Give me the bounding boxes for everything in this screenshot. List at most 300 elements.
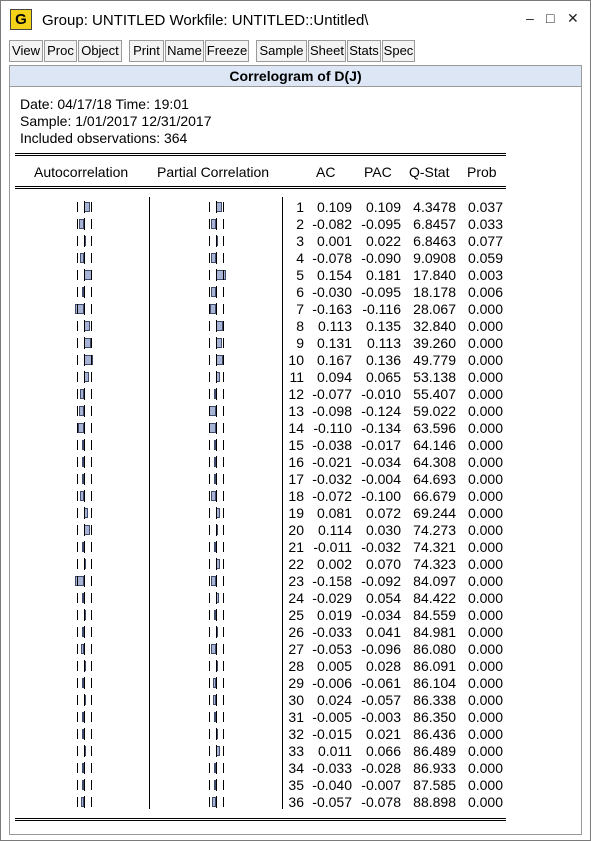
- lag-cell: 24: [288, 590, 304, 606]
- pac-band-left: [209, 253, 210, 263]
- prob-cell: 0.000: [467, 471, 503, 487]
- ac-axis: [84, 575, 85, 587]
- pac-band-right: [223, 440, 224, 450]
- pac-band-left: [209, 695, 210, 705]
- qstat-cell: 84.097: [413, 573, 456, 589]
- ac-band-left: [77, 763, 78, 773]
- prob-cell: 0.000: [467, 624, 503, 640]
- ac-band-right: [91, 219, 92, 229]
- ac-cell: -0.038: [312, 437, 352, 453]
- ac-cell: -0.032: [312, 471, 352, 487]
- pac-axis: [216, 218, 217, 230]
- ac-band-right: [91, 287, 92, 297]
- pac-cell: 0.072: [365, 505, 401, 521]
- pac-cell: 0.066: [365, 743, 401, 759]
- qstat-cell: 64.308: [413, 454, 456, 470]
- pac-band-right: [223, 338, 224, 348]
- pac-cell: 0.041: [365, 624, 401, 640]
- ac-band-right: [91, 389, 92, 399]
- qstat-cell: 69.244: [413, 505, 456, 521]
- qstat-cell: 84.422: [413, 590, 456, 606]
- qstat-header: Q-Stat: [409, 164, 450, 180]
- pac-cell: 0.021: [365, 726, 401, 742]
- pac-band-left: [209, 406, 210, 416]
- pac-band-left: [209, 627, 210, 637]
- prob-cell: 0.000: [467, 488, 503, 504]
- ac-band-left: [77, 474, 78, 484]
- pac-band-right: [223, 729, 224, 739]
- pac-axis: [216, 796, 217, 808]
- prob-cell: 0.000: [467, 573, 503, 589]
- ac-band-left: [77, 236, 78, 246]
- pac-band-left: [209, 661, 210, 671]
- pac-band-left: [209, 287, 210, 297]
- prob-cell: 0.000: [467, 369, 503, 385]
- pac-cell: 0.136: [365, 352, 401, 368]
- ac-band-right: [91, 780, 92, 790]
- ac-cell: -0.082: [312, 216, 352, 232]
- pac-cell: -0.057: [361, 692, 401, 708]
- pac-band-right: [223, 695, 224, 705]
- lag-cell: 34: [288, 760, 304, 776]
- ac-axis: [84, 779, 85, 791]
- ac-axis: [84, 626, 85, 638]
- lag-cell: 11: [289, 369, 304, 385]
- prob-cell: 0.000: [467, 539, 503, 555]
- lag-cell: 3: [296, 233, 304, 249]
- ac-axis: [84, 286, 85, 298]
- pac-band-left: [209, 202, 210, 212]
- pac-axis: [216, 388, 217, 400]
- ac-band-left: [77, 219, 78, 229]
- pac-axis: [216, 592, 217, 604]
- pac-cell: -0.092: [361, 573, 401, 589]
- ac-axis: [84, 439, 85, 451]
- pac-band-left: [209, 372, 210, 382]
- prob-cell: 0.077: [467, 233, 503, 249]
- pac-band-right: [223, 780, 224, 790]
- pac-band-right: [223, 406, 224, 416]
- lag-cell: 16: [288, 454, 304, 470]
- pac-band-right: [223, 797, 224, 807]
- qstat-cell: 86.933: [413, 760, 456, 776]
- ac-band-left: [77, 321, 78, 331]
- ac-band-right: [91, 593, 92, 603]
- pac-band-right: [223, 525, 224, 535]
- pac-band-right: [223, 202, 224, 212]
- prob-cell: 0.000: [467, 641, 503, 657]
- ac-cell: -0.006: [312, 675, 352, 691]
- pac-axis: [216, 575, 217, 587]
- column-divider-2: [282, 197, 283, 809]
- title-bar[interactable]: [1, 1, 590, 39]
- ac-cell: -0.053: [312, 641, 352, 657]
- ac-cell: -0.011: [313, 539, 352, 555]
- ac-band-left: [77, 491, 78, 501]
- pac-band-right: [223, 253, 224, 263]
- pac-band-right: [223, 678, 224, 688]
- prob-cell: 0.000: [467, 692, 503, 708]
- header-rule-bottom-2: [15, 188, 506, 189]
- lag-cell: 5: [296, 267, 304, 283]
- qstat-cell: 18.178: [413, 284, 456, 300]
- pac-cell: -0.034: [361, 454, 401, 470]
- qstat-cell: 66.679: [413, 488, 456, 504]
- pac-axis: [216, 286, 217, 298]
- pac-cell: 0.135: [365, 318, 401, 334]
- ac-axis: [84, 677, 85, 689]
- correlogram-view[interactable]: [9, 65, 582, 835]
- ac-cell: 0.109: [316, 199, 352, 215]
- ac-axis: [84, 745, 85, 757]
- pac-cell: -0.100: [361, 488, 401, 504]
- ac-band-right: [91, 712, 92, 722]
- ac-band-left: [77, 780, 78, 790]
- ac-band-left: [77, 797, 78, 807]
- ac-band-right: [91, 355, 92, 365]
- ac-axis: [84, 592, 85, 604]
- ac-band-left: [77, 508, 78, 518]
- pac-axis: [216, 405, 217, 417]
- pac-cell: -0.090: [361, 250, 401, 266]
- name-button[interactable]: Name: [165, 40, 204, 62]
- ac-band-left: [77, 661, 78, 671]
- minimize-button[interactable]: –: [526, 10, 534, 26]
- footer-rule-2: [15, 820, 506, 821]
- autocorrelation-header: Autocorrelation: [34, 164, 129, 180]
- pac-cell: 0.028: [365, 658, 401, 674]
- ac-cell: -0.077: [312, 386, 352, 402]
- ac-axis: [84, 762, 85, 774]
- lag-cell: 15: [288, 437, 304, 453]
- ac-band-left: [77, 729, 78, 739]
- pac-cell: -0.116: [362, 301, 401, 317]
- pac-axis: [216, 694, 217, 706]
- stats-button[interactable]: Stats: [347, 40, 381, 62]
- lag-cell: 26: [288, 624, 304, 640]
- lag-cell: 17: [288, 471, 304, 487]
- close-button[interactable]: ✕: [567, 10, 579, 26]
- ac-band-right: [91, 457, 92, 467]
- qstat-cell: 86.350: [413, 709, 456, 725]
- ac-axis: [84, 405, 85, 417]
- ac-band-right: [91, 474, 92, 484]
- ac-band-right: [91, 236, 92, 246]
- pac-band-left: [209, 321, 210, 331]
- ac-band-right: [91, 372, 92, 382]
- pac-axis: [216, 541, 217, 553]
- prob-cell: 0.000: [467, 556, 503, 572]
- pac-bar: [209, 406, 216, 416]
- ac-cell: 0.081: [316, 505, 352, 521]
- view-button[interactable]: View: [9, 40, 43, 62]
- prob-cell: 0.037: [467, 199, 503, 215]
- ac-cell: -0.033: [312, 760, 352, 776]
- pac-band-right: [223, 321, 224, 331]
- ac-band-right: [91, 678, 92, 688]
- freeze-button[interactable]: Freeze: [205, 40, 249, 62]
- pac-axis: [216, 439, 217, 451]
- pac-band-left: [209, 423, 210, 433]
- prob-cell: 0.006: [467, 284, 503, 300]
- qstat-cell: 55.407: [413, 386, 456, 402]
- qstat-cell: 64.693: [413, 471, 456, 487]
- pac-cell: -0.007: [361, 777, 401, 793]
- pac-axis: [216, 337, 217, 349]
- pac-cell: 0.109: [365, 199, 401, 215]
- ac-axis: [84, 643, 85, 655]
- pac-cell: -0.134: [361, 420, 401, 436]
- ac-band-left: [77, 372, 78, 382]
- pac-band-left: [209, 304, 210, 314]
- prob-cell: 0.003: [467, 267, 503, 283]
- ac-cell: -0.078: [312, 250, 352, 266]
- pac-band-right: [223, 219, 224, 229]
- ac-band-right: [91, 627, 92, 637]
- pac-band-left: [209, 746, 210, 756]
- ac-cell: -0.098: [312, 403, 352, 419]
- pac-band-right: [223, 423, 224, 433]
- pac-band-right: [223, 372, 224, 382]
- sample-button[interactable]: Sample: [256, 40, 307, 62]
- pac-axis: [216, 660, 217, 672]
- ac-band-right: [91, 695, 92, 705]
- ac-cell: -0.030: [312, 284, 352, 300]
- print-button[interactable]: Print: [129, 40, 164, 62]
- ac-band-left: [77, 746, 78, 756]
- lag-cell: 33: [288, 743, 304, 759]
- pac-band-left: [209, 389, 210, 399]
- ac-cell: -0.033: [312, 624, 352, 640]
- lag-cell: 23: [288, 573, 304, 589]
- ac-band-right: [91, 423, 92, 433]
- pac-cell: -0.078: [361, 794, 401, 810]
- qstat-cell: 6.8457: [413, 216, 456, 232]
- lag-cell: 18: [288, 488, 304, 504]
- pac-axis: [216, 269, 217, 281]
- pac-band-left: [209, 508, 210, 518]
- prob-cell: 0.000: [467, 420, 503, 436]
- lag-cell: 31: [288, 709, 304, 725]
- qstat-cell: 63.596: [413, 420, 456, 436]
- ac-band-left: [77, 355, 78, 365]
- pac-band-right: [223, 746, 224, 756]
- ac-band-left: [77, 202, 78, 212]
- ac-axis: [84, 507, 85, 519]
- ac-axis: [84, 660, 85, 672]
- pac-band-left: [209, 763, 210, 773]
- prob-cell: 0.000: [467, 777, 503, 793]
- ac-axis: [84, 541, 85, 553]
- ac-band-left: [77, 627, 78, 637]
- ac-cell: 0.019: [316, 607, 352, 623]
- ac-cell: -0.057: [312, 794, 352, 810]
- pac-axis: [216, 354, 217, 366]
- pac-band-left: [209, 729, 210, 739]
- ac-cell: 0.002: [316, 556, 352, 572]
- ac-axis: [84, 711, 85, 723]
- pac-band-right: [223, 610, 224, 620]
- pac-cell: 0.030: [365, 522, 401, 538]
- ac-axis: [84, 422, 85, 434]
- pac-band-left: [209, 355, 210, 365]
- lag-cell: 21: [288, 539, 304, 555]
- ac-axis: [84, 728, 85, 740]
- prob-cell: 0.033: [467, 216, 503, 232]
- ac-header: AC: [316, 164, 336, 180]
- pac-axis: [216, 252, 217, 264]
- ac-band-left: [77, 644, 78, 654]
- ac-band-right: [91, 508, 92, 518]
- pac-axis: [216, 609, 217, 621]
- object-button[interactable]: Object: [78, 40, 122, 62]
- ac-cell: 0.011: [318, 743, 352, 759]
- pac-band-right: [223, 491, 224, 501]
- partial-correlation-header: Partial Correlation: [157, 164, 270, 180]
- lag-cell: 30: [288, 692, 304, 708]
- pac-axis: [216, 473, 217, 485]
- pac-cell: -0.003: [361, 709, 401, 725]
- ac-band-right: [91, 644, 92, 654]
- qstat-cell: 53.138: [413, 369, 456, 385]
- pac-band-left: [209, 474, 210, 484]
- ac-band-left: [77, 610, 78, 620]
- pac-band-left: [209, 559, 210, 569]
- prob-cell: 0.000: [467, 386, 503, 402]
- qstat-cell: 49.779: [413, 352, 456, 368]
- pac-axis: [216, 201, 217, 213]
- qstat-cell: 84.559: [413, 607, 456, 623]
- lag-cell: 7: [296, 301, 304, 317]
- spec-button[interactable]: Spec: [382, 40, 415, 62]
- ac-band-left: [77, 338, 78, 348]
- ac-band-right: [91, 491, 92, 501]
- ac-cell: -0.072: [312, 488, 352, 504]
- ac-band-right: [91, 610, 92, 620]
- qstat-cell: 86.104: [413, 675, 456, 691]
- ac-band-right: [91, 321, 92, 331]
- ac-band-left: [77, 389, 78, 399]
- sample-line: Sample: 1/01/2017 12/31/2017: [20, 113, 212, 129]
- ac-cell: 0.001: [316, 233, 352, 249]
- ac-axis: [84, 320, 85, 332]
- qstat-cell: 39.260: [413, 335, 456, 351]
- pac-axis: [216, 490, 217, 502]
- pac-band-left: [209, 780, 210, 790]
- pac-band-left: [209, 644, 210, 654]
- prob-cell: 0.000: [467, 301, 503, 317]
- view-heading: Correlogram of D(J): [10, 66, 581, 87]
- pac-cell: 0.070: [365, 556, 401, 572]
- prob-cell: 0.000: [467, 743, 503, 759]
- ac-axis: [84, 354, 85, 366]
- qstat-cell: 86.489: [413, 743, 456, 759]
- prob-cell: 0.000: [467, 437, 503, 453]
- pac-axis: [216, 779, 217, 791]
- pac-band-right: [223, 474, 224, 484]
- ac-axis: [84, 218, 85, 230]
- pac-axis: [216, 643, 217, 655]
- pac-axis: [216, 456, 217, 468]
- pac-axis: [216, 745, 217, 757]
- ac-band-left: [77, 542, 78, 552]
- prob-cell: 0.000: [467, 726, 503, 742]
- maximize-button[interactable]: □: [546, 10, 555, 26]
- ac-band-left: [77, 712, 78, 722]
- pac-cell: -0.124: [361, 403, 401, 419]
- ac-axis: [84, 252, 85, 264]
- qstat-cell: 86.080: [413, 641, 456, 657]
- pac-axis: [216, 626, 217, 638]
- pac-cell: 0.065: [365, 369, 401, 385]
- ac-band-right: [91, 525, 92, 535]
- prob-cell: 0.000: [467, 352, 503, 368]
- ac-band-right: [91, 338, 92, 348]
- pac-axis: [216, 677, 217, 689]
- pac-cell: 0.022: [365, 233, 401, 249]
- pac-axis: [216, 235, 217, 247]
- pac-band-right: [223, 236, 224, 246]
- ac-band-right: [91, 542, 92, 552]
- sheet-button[interactable]: Sheet: [308, 40, 346, 62]
- pac-cell: -0.028: [361, 760, 401, 776]
- qstat-cell: 87.585: [413, 777, 456, 793]
- ac-axis: [84, 388, 85, 400]
- ac-cell: -0.163: [312, 301, 352, 317]
- lag-cell: 1: [296, 199, 304, 215]
- group-icon: G: [10, 9, 32, 30]
- qstat-cell: 74.323: [413, 556, 456, 572]
- ac-axis: [84, 473, 85, 485]
- pac-band-left: [209, 797, 210, 807]
- lag-cell: 35: [288, 777, 304, 793]
- lag-cell: 14: [288, 420, 304, 436]
- pac-band-right: [223, 559, 224, 569]
- ac-band-left: [77, 593, 78, 603]
- pac-band-left: [209, 593, 210, 603]
- pac-band-left: [209, 610, 210, 620]
- ac-cell: 0.167: [316, 352, 352, 368]
- pac-cell: -0.017: [361, 437, 401, 453]
- ac-band-left: [77, 304, 78, 314]
- lag-cell: 12: [288, 386, 304, 402]
- pac-cell: -0.034: [361, 607, 401, 623]
- lag-cell: 20: [288, 522, 304, 538]
- ac-cell: 0.113: [318, 318, 352, 334]
- ac-cell: -0.110: [313, 420, 352, 436]
- qstat-cell: 64.146: [413, 437, 456, 453]
- ac-axis: [84, 337, 85, 349]
- ac-band-left: [77, 406, 78, 416]
- prob-cell: 0.000: [467, 590, 503, 606]
- ac-axis: [84, 524, 85, 536]
- ac-axis: [84, 303, 85, 315]
- header-rule-bottom: [15, 186, 506, 187]
- lag-cell: 29: [288, 675, 304, 691]
- footer-rule: [15, 818, 506, 819]
- lag-cell: 19: [288, 505, 304, 521]
- pac-cell: 0.054: [365, 590, 401, 606]
- qstat-cell: 74.321: [413, 539, 456, 555]
- ac-band-left: [77, 678, 78, 688]
- pac-band-right: [223, 763, 224, 773]
- pac-axis: [216, 762, 217, 774]
- qstat-cell: 74.273: [413, 522, 456, 538]
- proc-button[interactable]: Proc: [44, 40, 77, 62]
- ac-band-right: [91, 661, 92, 671]
- lag-cell: 32: [288, 726, 304, 742]
- ac-cell: 0.024: [316, 692, 352, 708]
